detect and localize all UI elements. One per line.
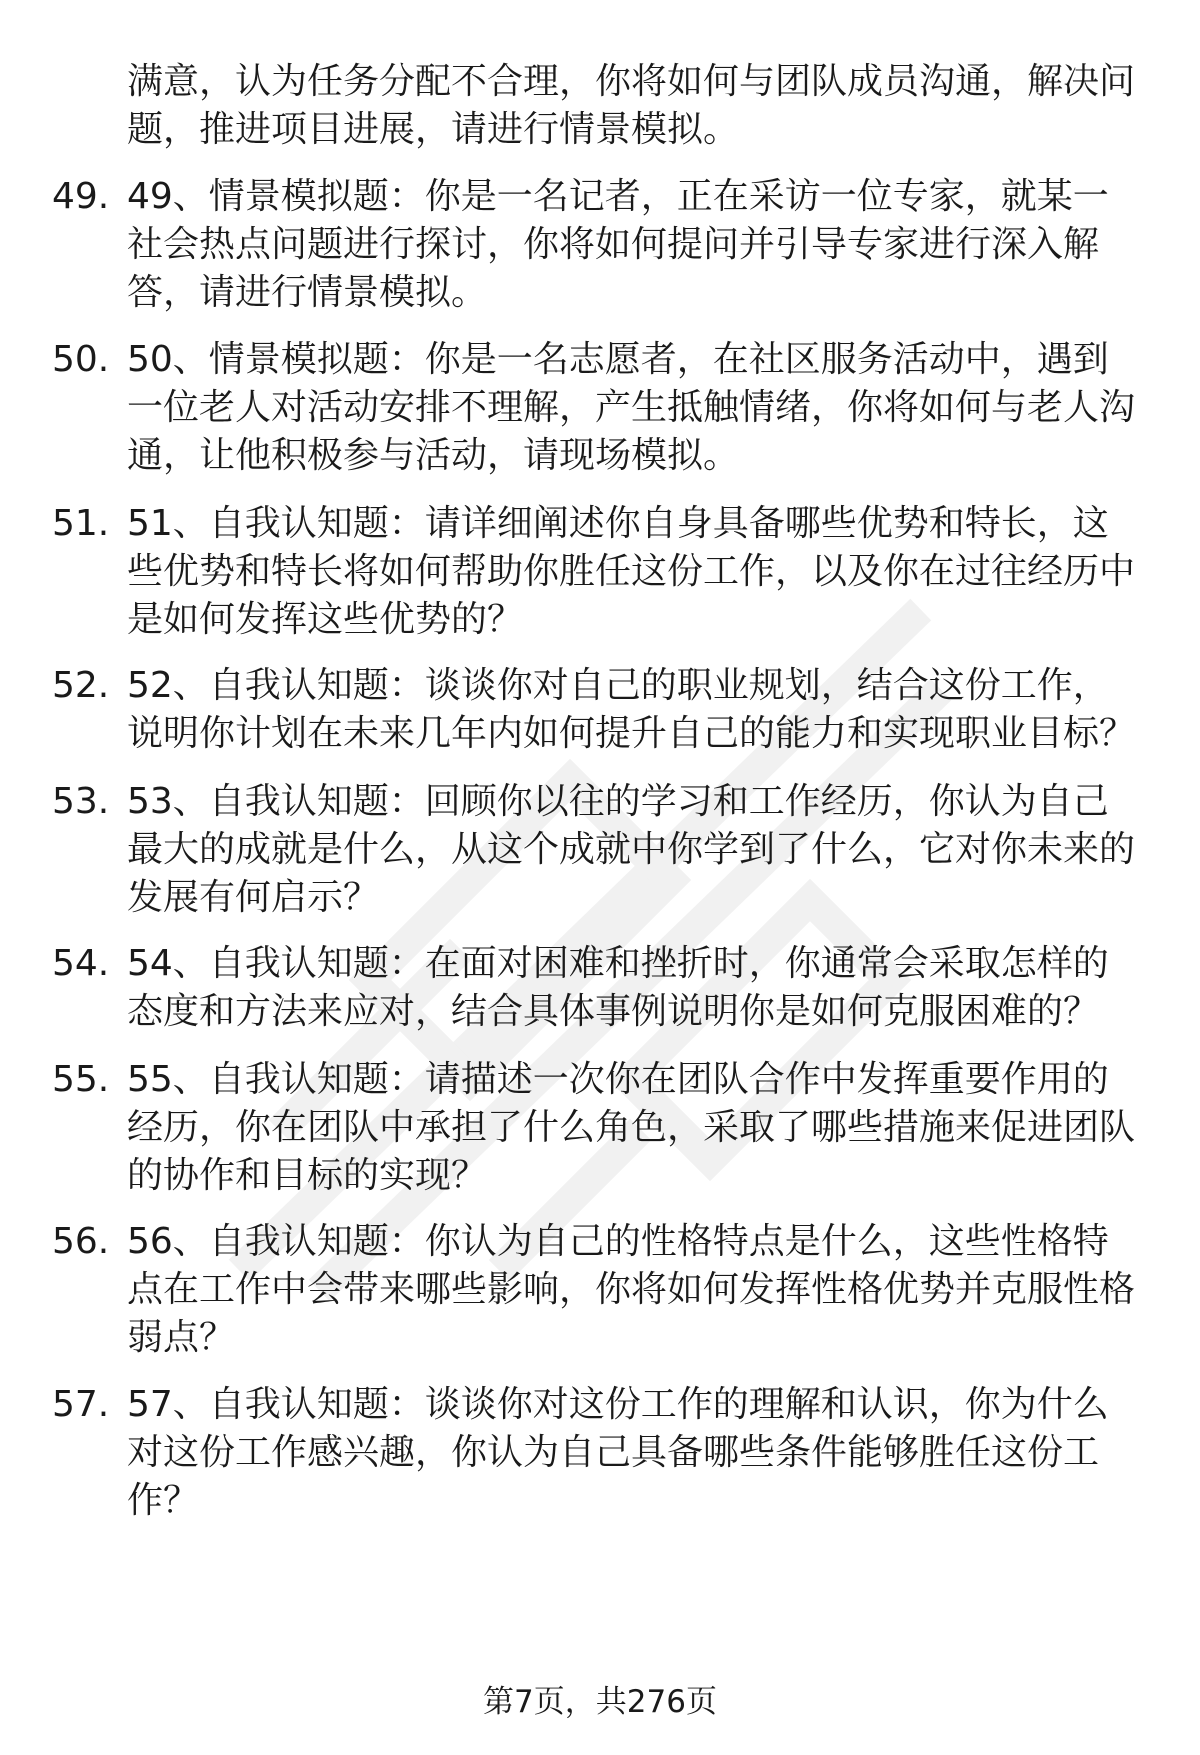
item-number: 49.: [52, 176, 110, 217]
item-number: 57.: [52, 1384, 110, 1425]
item-number: 54.: [52, 943, 110, 984]
item-number: 51.: [52, 503, 110, 544]
item-number: 56.: [52, 1221, 110, 1262]
item-text: 51、自我认知题：请详细阐述你自身具备哪些优势和特长，这些优势和特长将如何帮助你胜任这份工作，以及你在过往经历中是如何发挥这些优势的？: [127, 503, 1136, 640]
item-text: 57、自我认知题：谈谈你对这份工作的理解和认识，你为什么对这份工作感兴趣，你认为自己具备哪些条件能够胜任这份工作？: [127, 1384, 1109, 1521]
item-number: 53.: [52, 781, 110, 822]
item-text: 49、情景模拟题：你是一名记者，正在采访一位专家，就某一社会热点问题进行探讨，你将如何提问并引导专家进行深入解答，请进行情景模拟。: [127, 176, 1109, 313]
item-text: 55、自我认知题：请描述一次你在团队合作中发挥重要作用的经历，你在团队中承担了什么角色，采取了哪些措施来促进团队的协作和目标的实现？: [127, 1059, 1136, 1196]
item-number: 52.: [52, 665, 110, 706]
item-number: 55.: [52, 1059, 110, 1100]
item-text: 54、自我认知题：在面对困难和挫折时，你通常会采取怎样的态度和方法来应对，结合具体事例说明你是如何克服困难的？: [127, 943, 1109, 1032]
item-text: 50、情景模拟题：你是一名志愿者，在社区服务活动中，遇到一位老人对活动安排不理解，产生抵触情绪，你将如何与老人沟通，让他积极参与活动，请现场模拟。: [127, 339, 1136, 476]
continuation-text: 满意，认为任务分配不合理，你将如何与团队成员沟通，解决问题，推进项目进展，请进行情景模拟。: [127, 61, 1136, 150]
item-text: 53、自我认知题：回顾你以往的学习和工作经历，你认为自己最大的成就是什么，从这个成就中你学到了什么，它对你未来的发展有何启示？: [127, 781, 1136, 918]
page-footer: 第7页，共276页: [483, 1684, 717, 1720]
item-text: 56、自我认知题：你认为自己的性格特点是什么，这些性格特点在工作中会带来哪些影响，你将如何发挥性格优势并克服性格弱点？: [127, 1221, 1136, 1358]
item-number: 50.: [52, 339, 110, 380]
item-text: 52、自我认知题：谈谈你对自己的职业规划，结合这份工作，说明你计划在未来几年内如何提升自己的能力和实现职业目标？: [127, 665, 1136, 754]
